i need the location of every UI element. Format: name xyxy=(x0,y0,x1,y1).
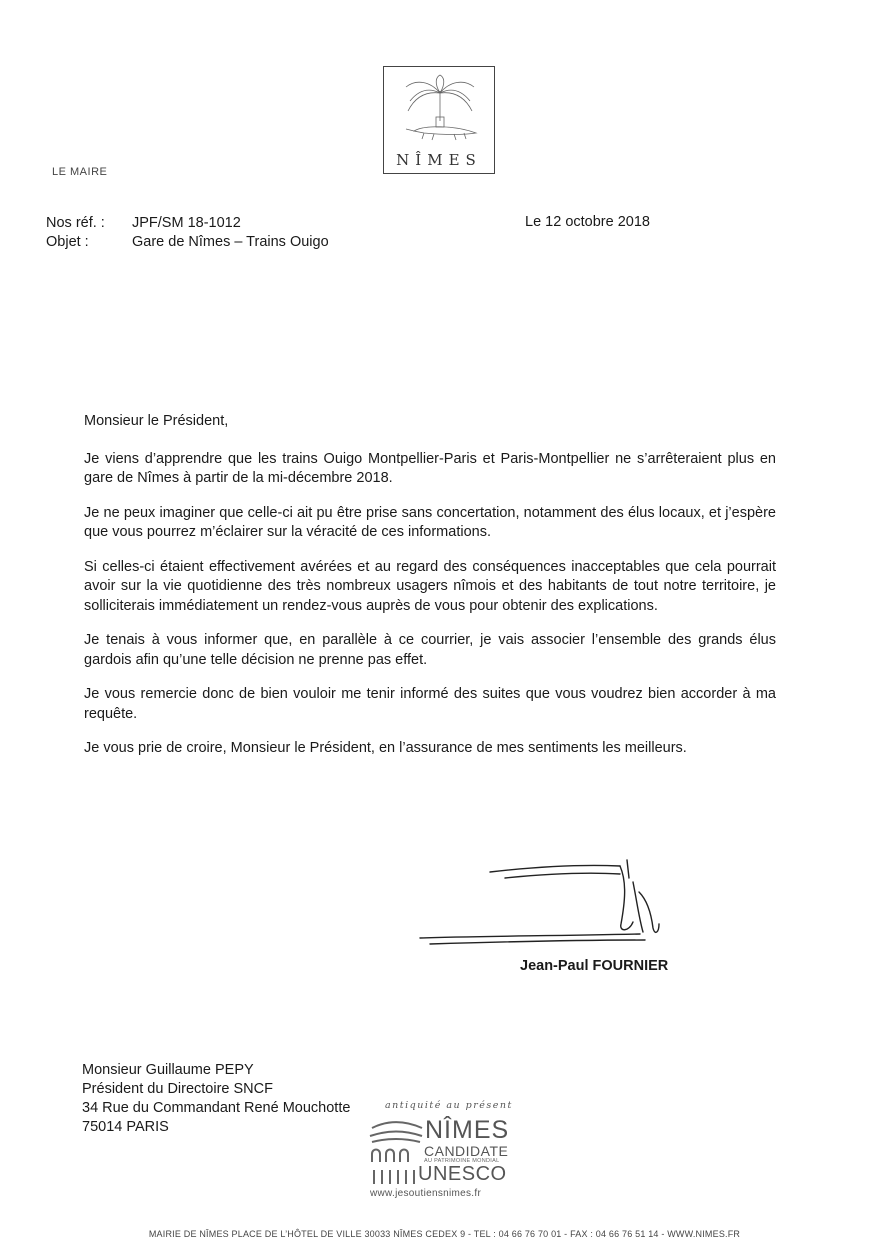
candidacy-name: NÎMES xyxy=(425,1116,510,1144)
candidacy-url: www.jesoutiensnimes.fr xyxy=(370,1188,482,1199)
handwritten-signature xyxy=(415,852,665,952)
address-line: Président du Directoire SNCF xyxy=(82,1081,273,1097)
address-line: 75014 PARIS xyxy=(82,1119,169,1135)
paragraph: Je vous prie de croire, Monsieur le Président, en l’assurance de mes sentiments les meilleurs. xyxy=(84,740,687,756)
palm-crocodile-emblem-icon xyxy=(394,73,486,153)
paragraph: Si celles-ci étaient effectivement avérées et au regard des conséquences inacceptables que cela pourrait avoir sur la vie quotidienne des très nombreux usagers nîmois et des habitants de tout notre territoire, je solliciterais immédiatement un rendez-vous auprès de vous pour obtenir des explications. xyxy=(84,558,776,614)
letter-date: Le 12 octobre 2018 xyxy=(525,214,650,230)
paragraph: Je tenais à vous informer que, en parallèle à ce courrier, je vais associer l’ensemble des grands élus gardois afin qu’une telle décision ne prenne pas effet. xyxy=(84,632,776,668)
paragraph: Je vous remercie donc de bien vouloir me tenir informé des suites que vous voudrez bien accorder à ma requête. xyxy=(84,686,776,722)
ref-label: Nos réf. : xyxy=(46,215,105,231)
reference-block xyxy=(46,214,329,252)
address-line: Monsieur Guillaume PEPY xyxy=(82,1062,254,1078)
address-line: 34 Rue du Commandant René Mouchotte xyxy=(82,1100,351,1116)
paragraph: Je viens d’apprendre que les trains Ouigo Montpellier-Paris et Paris-Montpellier ne s’arrêteraient plus en gare de Nîmes à partir de la mi-décembre 2018. xyxy=(84,450,776,486)
office-label: LE MAIRE xyxy=(52,166,108,178)
page-footer: MAIRIE DE NÎMES PLACE DE L’HÔTEL DE VILLE 30033 NÎMES CEDEX 9 - TEL : 04 66 76 70 01 - FAX : 04 66 76 51 14 - WWW.NIMES.FR xyxy=(148,1229,741,1239)
candidacy-candidate: CANDIDATE xyxy=(424,1143,509,1159)
object-value: Gare de Nîmes – Trains Ouigo xyxy=(132,234,329,250)
object-label: Objet : xyxy=(46,234,89,250)
logo-wordmark: NÎMES xyxy=(396,151,482,169)
candidacy-heritage: AU PATRIMOINE MONDIAL xyxy=(424,1158,500,1164)
paragraph: Je ne peux imaginer que celle-ci ait pu être prise sans concertation, notamment des élus locaux, et j’espère que vous pourrez m’éclairer sur la véracité de ces informations. xyxy=(84,504,776,540)
arena-arches-icon xyxy=(368,1118,424,1188)
recipient-address xyxy=(82,1061,350,1137)
object-row xyxy=(46,233,329,252)
ref-value: JPF/SM 18-1012 xyxy=(132,215,241,231)
candidacy-unesco: UNESCO xyxy=(418,1163,507,1185)
salutation: Monsieur le Président, xyxy=(84,413,229,429)
candidacy-tagline: antiquité au présent xyxy=(385,1100,513,1111)
city-logo xyxy=(383,66,495,174)
reference-row xyxy=(46,214,329,233)
signatory-name: Jean-Paul FOURNIER xyxy=(520,958,669,974)
letter-body xyxy=(84,412,776,774)
